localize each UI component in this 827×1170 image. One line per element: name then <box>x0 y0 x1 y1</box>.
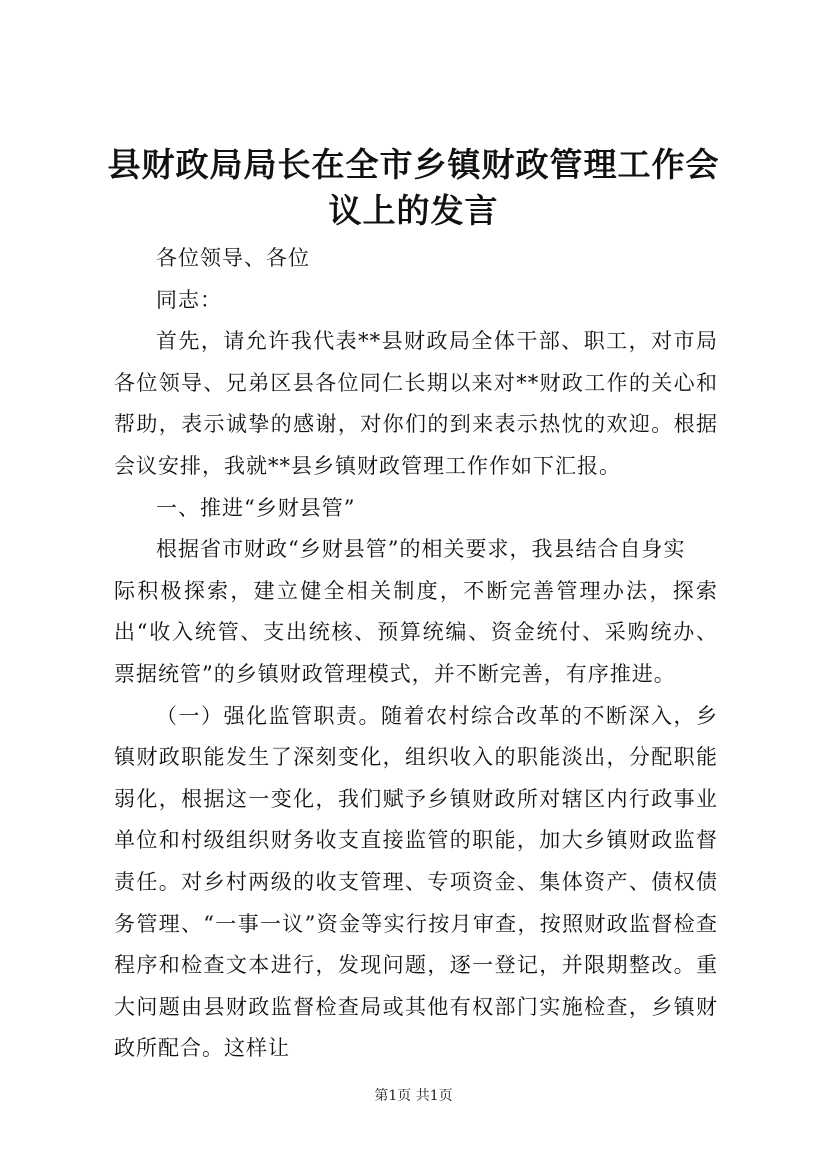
page-footer: 第1页 共1页 <box>374 1088 453 1104</box>
paragraph-opening: 首先，请允许我代表**县财政局全体干部、职工，对市局各位领导、兄弟区县各位同仁长期以来对**财政工作的关心和帮助，表示诚挚的感谢，对你们的到来表示热忱的欢迎。根据会议安排，我就**县乡镇财政管理工作作如下汇报。 <box>114 329 718 478</box>
paragraph-requirements: 根据省市财政“乡财县管”的相关要求，我县结合自身实 <box>156 537 686 562</box>
salutation-line-2: 同志： <box>156 287 222 312</box>
paragraph-supervision: （一）强化监管职责。随着农村综合改革的不断深入，乡镇财政职能发生了深刻变化，组织收入的职能淡出，分配职能弱化，根据这一变化，我们赋予乡镇财政所对辖区内行政事业单位和村级组织财务收支直接监管的职能，加大乡镇财政监督责任。对乡村两级的收支管理、专项资金、集体资产、债权债务管理、“一事一议”资金等实行按月审查，按照财政监督检查程序和检查文本进行，发现问题，逐一登记，并限期整改。重大问题由县财政监督检查局或其他有权部门实施检查，乡镇财政所配合。这样让 <box>114 703 718 1061</box>
paragraph-management-model: 际积极探索，建立健全相关制度，不断完善管理办法，探索出“收入统管、支出统核、预算统编、资金统付、采购统办、票据统管”的乡镇财政管理模式，并不断完善，有序推进。 <box>114 578 718 686</box>
salutation-line-1: 各位领导、各位 <box>156 246 310 270</box>
document-title: 县财政局局长在全市乡镇财政管理工作会议上的发言 <box>107 145 720 230</box>
section-heading-1: 一、推进“乡财县管” <box>156 495 356 520</box>
document-body <box>114 238 718 1070</box>
